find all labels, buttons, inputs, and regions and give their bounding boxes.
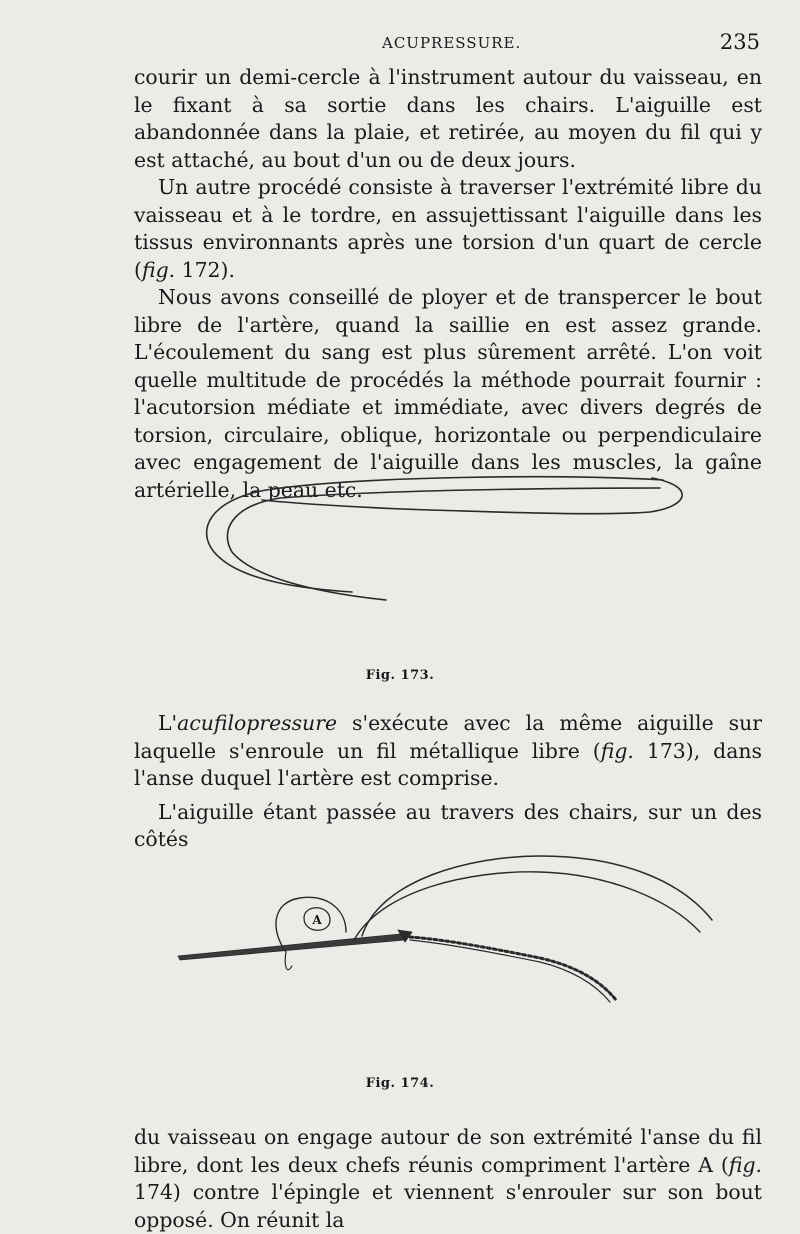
fig-173-caption: Fig. 173. [365,668,435,683]
figure-174 [0,840,800,1100]
paragraph-5: L'aiguille étant passée au travers des chairs, sur un des côtés [134,799,762,851]
fig-174-ref: fig. [728,1152,762,1177]
fig-174-caption: Fig. 174. [365,1076,435,1091]
paragraph-6-text: du vaisseau on engage autour de son extrémité l'anse du fil libre, dont les deux chefs réunis compriment l'artère A ( [134,1125,762,1177]
needle-artery-illustration [0,840,800,1020]
artery-label-a: A [312,913,322,927]
paragraph-4-mid: s'exécute avec la même aiguille sur laquelle s'enroule un fil métallique libre ( [134,711,762,763]
paragraph-2-text: Un autre procédé consiste à traverser l'extrémité libre du vaisseau et à le tordre, en assujettissant l'aiguille dans les tissus environnants après une torsion d'un quart de cercle ( [134,175,762,282]
paragraph-6 [134,1124,762,1234]
text-block-bottom [134,1124,762,1234]
text-block-middle [134,710,762,854]
paragraph-3: Nous avons conseillé de ployer et de transpercer le bout libre de l'artère, quand la saillie en est assez grande. L'écoulement du sang est plus sûrement arrêté. L'on voit quelle multitude de procédés la méthode pourrait fournir : l'acutorsion médiate et immédiate, avec divers degrés de torsion, circulaire, oblique, horizontale ou perpendiculaire avec engagement de l'aiguille dans les muscles, la gaîne artérielle, la peau etc. [134,285,762,502]
paragraph-4 [134,710,762,793]
fig-173-ref: fig. [600,738,634,763]
fig-172-ref: fig. [141,257,176,282]
text-block-top [134,64,762,504]
paragraph-1: courir un demi-cercle à l'instrument autour du vaisseau, en le fixant à sa sortie dans les chairs. L'aiguille est abandonnée dans la plaie, et retirée, au moyen du fil qui y est attaché, au bout d'un ou de deux jours. [134,65,762,172]
paragraph-2-end: 172). [175,257,235,282]
needle-wire-illustration [0,460,800,640]
page-number: 235 [719,30,760,54]
figure-173 [0,460,800,690]
paragraph-6-end: 174) contre l'épingle et viennent s'enrouler sur son bout opposé. On réunit la [134,1180,762,1232]
paragraph-4-end: 173), dans l'anse duquel l'artère est comprise. [134,738,762,790]
acufilopressure-term: acufilopressure [177,711,338,735]
running-title: ACUPRESSURE. [382,34,522,52]
paragraph-4-start: L' [158,711,178,735]
page-header [0,30,800,60]
paragraph-2 [134,174,762,284]
